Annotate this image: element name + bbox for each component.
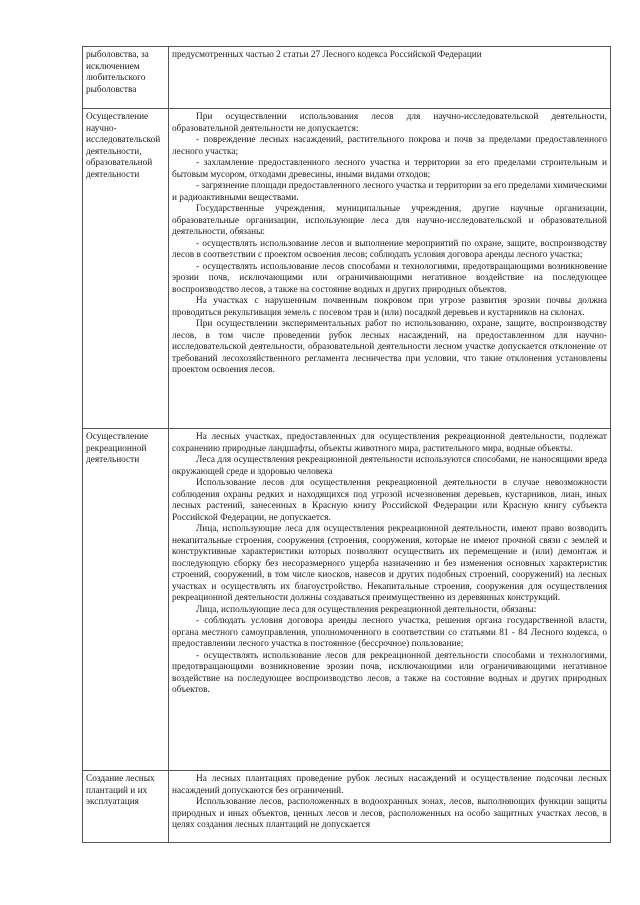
rule-paragraph: предусмотренных частью 2 статьи 27 Лесного кодекса Российской Федерации xyxy=(172,50,482,60)
rule-paragraph: - осуществлять использование лесов способами и технологиями, предотвращающими возникновение эрозии почв, исключающими или ограничивающими негативное воздействие на последующее воспроизводство лесов, а также на состояние водных и других природных объектов. xyxy=(172,261,607,295)
rule-paragraph: Леса для осуществления рекреационной деятельности используются способами, не наносящими вреда окружающей среде и здоровью человека xyxy=(172,455,607,477)
activity-cell xyxy=(83,109,169,429)
rule-paragraph: - соблюдать условия договора аренды лесного участка, решения органа государственной власти, органа местного самоуправления, уполномоченного в соответствии со статьями 81 - 84 Лесного кодекса, о предоставлении лесного участка в постоянное (бессрочное) пользование; xyxy=(172,616,607,649)
regulations-table xyxy=(82,46,611,843)
rule-paragraph: - осуществлять использование лесов для рекреационной деятельности способами и технологиями, предотвращающими возникновение эрозии почв, исключающими или ограничивающими негативное воздействие на последующее воспроизводство лесов, а также на состояние водных и других природных объектов. xyxy=(172,650,607,695)
activity-label: Осуществление рекреационной деятельности xyxy=(86,432,149,465)
rule-paragraph: Лица, использующие леса для осуществления рекреационной деятельности, обязаны: xyxy=(196,604,537,615)
rule-paragraph: - повреждение лесных насаждений, растительного покрова и почв за пределами предоставленного лесного участка; xyxy=(172,135,607,157)
rule-paragraph: - захламление предоставленного лесного участка и территории за его пределами строительным и бытовым мусором, отходами древесины, иными видами отходов; xyxy=(172,158,607,180)
rule-paragraph: Использование лесов, расположенных в водоохранных зонах, лесов, выполняющих функции защиты природных и иных объектов, ценных лесов и лесов, расположенных на особо защитных участках лесов, в целях создания лесных плантаций не допускается xyxy=(172,797,607,830)
rule-paragraph: Государственные учреждения, муниципальные учреждения, другие научные организации, образовательные организации, использующие леса для научно-исследовательской и образовательной деятельности, обязаны: xyxy=(172,204,607,237)
rules-cell xyxy=(169,429,611,771)
activity-label: Создание лесных плантаций и их эксплуатация xyxy=(86,774,155,807)
table-row xyxy=(83,771,611,843)
rule-paragraph: Лица, использующие леса для осуществления рекреационной деятельности, имеют право возводить некапитальные строения, сооружения (строения, сооружения, которые не имеют прочной связи с землей и конструктивные характеристики которых позволяют осуществить их перемещение и (или) демонтаж и последующую сборку без несоразмерного ущерба назначению и без изменения основных характеристик строений, сооружений, в том числе киосков, навесов и других подобных строений, сооружений) на лесных участках и осуществлять их благоустройство. Некапитальные строения, сооружения для осуществления рекреационной деятельности должны создаваться преимущественно из деревянных конструкций. xyxy=(172,524,607,603)
rule-paragraph: - осуществлять использование лесов и выполнение мероприятий по охране, защите, воспроизводству лесов в соответствии с проектом освоения лесов; соблюдать условия договора аренды лесного участка; xyxy=(172,238,607,260)
rule-paragraph: При осуществлении экспериментальных работ по использованию, охране, защите, воспроизводству лесов, в том числе проведении рубок лесных насаждений, на предоставленном для научно-исследовательской деятельности, образовательной деятельности лесном участке допускается отклонение от требований лесохозяйственного регламента лесничества при условии, что такие отклонения установлены проектом освоения лесов. xyxy=(172,319,607,375)
table-row xyxy=(83,47,611,109)
rule-paragraph: - загрязнение площади предоставленного лесного участка и территории за его пределами химическими и радиоактивными веществами. xyxy=(172,181,607,203)
table-row xyxy=(83,109,611,429)
activity-cell xyxy=(83,771,169,843)
rule-paragraph: На участках с нарушенным почвенным покровом при угрозе развития эрозии почвы должна проводиться рекультивация земель с посевом трав и (или) посадкой деревьев и кустарников на склонах. xyxy=(172,296,607,318)
rule-paragraph: Использование лесов для осуществления рекреационной деятельности в случае невозможности соблюдения охраны редких и находящихся под угрозой исчезновения деревьев, кустарников, лиан, иных лесных растений, занесенных в Красную книгу Российской Федерации или Красную книгу субъекта Российской Федерации, не допускается. xyxy=(172,478,607,523)
rules-cell xyxy=(169,109,611,429)
rule-paragraph: На лесных плантациях проведение рубок лесных насаждений и осуществление подсочки лесных насаждений допускаются без ограничений. xyxy=(172,774,607,796)
rule-paragraph: При осуществлении использования лесов для научно-исследовательской деятельности, образовательной деятельности не допускается: xyxy=(172,112,607,134)
activity-cell xyxy=(83,429,169,771)
activity-label: Осуществление научно-исследовательской деятельности, образовательной деятельности xyxy=(86,112,161,180)
rules-cell xyxy=(169,47,611,109)
activity-cell xyxy=(83,47,169,109)
rule-paragraph: На лесных участках, предоставленных для осуществления рекреационной деятельности, подлежат сохранению природные ландшафты, объекты животного мира, растительного мира, водные объекты. xyxy=(172,432,607,454)
activity-label: рыболовства, за исключением любительского рыболовства xyxy=(86,50,149,95)
table-row xyxy=(83,429,611,771)
rules-cell xyxy=(169,771,611,843)
